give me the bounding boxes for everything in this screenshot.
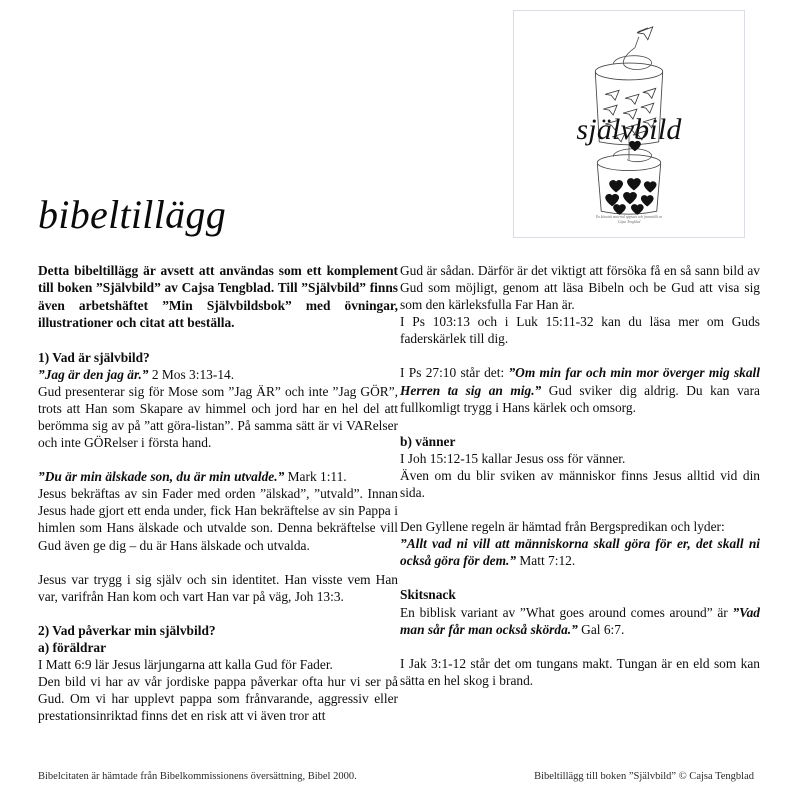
section-b-body-1: I Joh 15:12-15 kallar Jesus oss för vänner. bbox=[400, 450, 626, 466]
section-1-scripture-line-2 bbox=[38, 468, 398, 485]
skitsnack-quote: ”Vad man sår får man också skörda.” bbox=[400, 604, 760, 637]
page-footer bbox=[38, 770, 754, 783]
book-cover-image bbox=[513, 10, 745, 238]
intro-paragraph: Detta bibeltillägg är avsett att användas som ett komplement till boken ”Självbild” av Cajsa Tengblad. Till ”Självbild” finns även arbetshäftet ”Min Självbildsbok” med övningar, illustrationer och citat att beställa. bbox=[38, 263, 398, 331]
section-2-body-a2: Den bild vi har av vår jordiske pappa påverkar ofta hur vi ser på Gud. Om vi har upplevt pappa som frånvarande, aggressiv eller prestationsinriktad finns det en risk att vi även tror att bbox=[38, 674, 398, 724]
right-column bbox=[400, 262, 760, 689]
cover-title-text: självbild bbox=[576, 113, 682, 146]
psalm-quote-intro: I Ps 27:10 står det: bbox=[400, 365, 509, 381]
right-body-2: I Ps 103:13 och i Luk 15:11-32 kan du läsa mer om Guds faderskärlek till dig. bbox=[400, 314, 760, 347]
golden-rule-paragraph bbox=[400, 535, 760, 569]
cover-caption-line-2: Cajsa Tengblad bbox=[617, 220, 641, 224]
section-1-scripture-line bbox=[38, 366, 398, 383]
footer-left-text: Bibelcitaten är hämtade från Bibelkommissionens översättning, Bibel 2000. bbox=[38, 771, 357, 782]
scripture-ref-2: Mark 1:11. bbox=[284, 469, 347, 485]
left-column bbox=[38, 262, 398, 724]
section-1-body-3: Jesus var trygg i sig själv och sin identitet. Han visste vem Han var, varifrån Han kom och vart Han var på väg, Joh 13:3. bbox=[38, 571, 398, 604]
footer-right-text: Bibeltillägg till boken ”Självbild” © Cajsa Tengblad bbox=[534, 771, 754, 782]
section-1-body-1: Gud presenterar sig för Mose som ”Jag ÄR” och inte ”Jag GÖR”, trots att Han som Skapare av himmel och jord har en hel del att berömma sig av på ”att göra-listan”. På samma sätt är vi VARelser och inte GÖRelser i första hand. bbox=[38, 383, 398, 451]
section-1-body-2: Jesus bekräftas av sin Fader med orden ”älskad”, ”utvald”. Innan Jesus hade gjort ett enda under, fick Han bekräftelse av sin Pappa i himlen som Hans älskade och utvalde son. Denna bekräftelse vill Gud även ge dig – du är Hans älskade och utvalda. bbox=[38, 486, 398, 553]
scripture-quote-1: ”Jag är den jag är.” bbox=[38, 366, 149, 382]
section-2-body-a1: I Matt 6:9 lär Jesus lärjungarna att kalla Gud för Fader. bbox=[38, 657, 333, 673]
psalm-quote-text: ”Om min far och min mor överger mig skall Herren ta sig an mig.” bbox=[400, 365, 760, 398]
page-title: bibeltillägg bbox=[38, 192, 227, 237]
psalm-quote-paragraph bbox=[400, 364, 760, 415]
psalm-quote-after: Gud sviker dig aldrig. Du kan vara fullkomligt trygg i Hans kärlek och omsorg. bbox=[400, 382, 760, 415]
section-subheading-a: a) föräldrar bbox=[38, 639, 107, 655]
right-body-1: Gud är sådan. Därför är det viktigt att försöka få en så sann bild av Gud som möjligt, genom att läsa Bibeln och be Gud att visa sig som den kärleksfulla Far Han är. bbox=[400, 263, 760, 313]
skitsnack-paragraph bbox=[400, 604, 760, 638]
section-b-body-2: Även om du blir sviken av människor finns Jesus alltid vid din sida. bbox=[400, 467, 760, 501]
golden-rule-ref: Matt 7:12. bbox=[516, 553, 576, 569]
scripture-ref-1: 2 Mos 3:13-14. bbox=[148, 366, 235, 382]
skitsnack-body-1: En biblisk variant av ”What goes around comes around” är bbox=[400, 604, 733, 620]
cover-caption-line-1: En klassisk material uppsats och framställt av bbox=[595, 215, 663, 219]
scripture-quote-2: ”Du är min älskade son, du är min utvalde.” bbox=[38, 469, 285, 485]
section-heading-1: 1) Vad är självbild? bbox=[38, 349, 150, 365]
book-cover-artwork bbox=[518, 15, 740, 233]
skitsnack-body-2: I Jak 3:1-12 står det om tungans makt. Tungan är en eld som kan sätta en hel skog i brand. bbox=[400, 655, 760, 688]
cover-caption bbox=[518, 215, 740, 225]
section-subheading-b: b) vänner bbox=[400, 433, 456, 449]
section-heading-skitsnack: Skitsnack bbox=[400, 587, 456, 603]
section-heading-2: 2) Vad påverkar min självbild? bbox=[38, 622, 216, 638]
golden-rule-quote: ”Allt vad ni vill att människorna skall göra för er, det skall ni också göra för dem.” bbox=[400, 536, 760, 569]
golden-rule-intro: Den Gyllene regeln är hämtad från Bergspredikan och lyder: bbox=[400, 519, 725, 535]
skitsnack-ref: Gal 6:7. bbox=[577, 621, 625, 637]
